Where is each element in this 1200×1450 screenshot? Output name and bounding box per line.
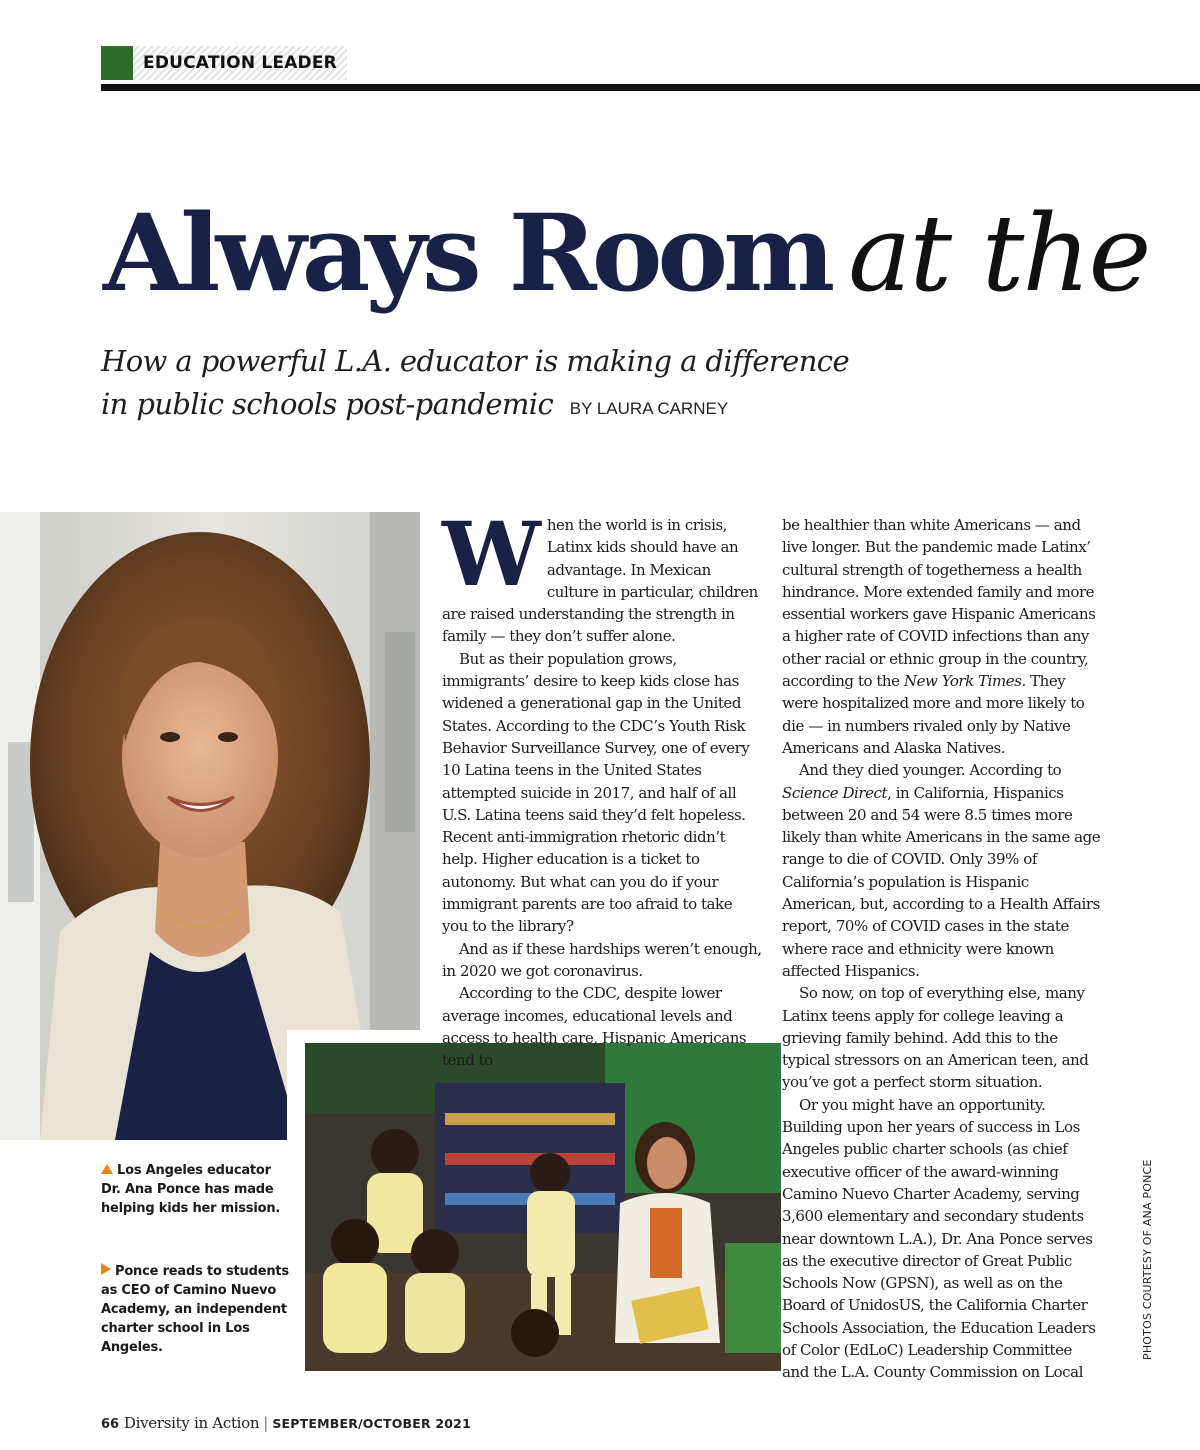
- classroom-caption: [101, 1262, 291, 1357]
- section-color-block: [101, 46, 133, 80]
- paragraph-text: . They were hospitalized more and more likely to die — in numbers rivaled only by Native Americans and Alaska Natives.: [782, 672, 1085, 757]
- article-deck: [101, 340, 861, 430]
- issue-date: SEPTEMBER/OCTOBER 2021: [272, 1416, 471, 1431]
- paragraph-text: And they died younger. According to: [799, 761, 1062, 780]
- title-tail: at the: [848, 192, 1150, 315]
- paragraph: [442, 502, 762, 648]
- article-title: [103, 178, 1149, 329]
- paragraph: [782, 759, 1102, 982]
- page-number: 66: [101, 1417, 120, 1432]
- body-column-1: [442, 502, 762, 1071]
- deck-text: How a powerful L.A. educator is making a difference in public schools post-pandemic: [101, 344, 850, 421]
- triangle-right-icon: [101, 1263, 111, 1275]
- paragraph: So now, on top of everything else, many Latinx teens apply for college leaving a grieving family behind. Add this to the typical stressors on an American teen, and you’ve got a perfect storm situation.: [782, 984, 1089, 1092]
- magazine-name: Diversity in Action: [123, 1414, 260, 1432]
- header-rule: [101, 84, 1200, 91]
- photo-credit-text: PHOTOS COURTESY OF ANA PONCE: [1141, 1159, 1154, 1360]
- paragraph: According to the CDC, despite lower average incomes, educational levels and access to health care, Hispanic Americans tend to: [442, 984, 747, 1070]
- source-name: New York Times: [903, 672, 1022, 691]
- paragraph-text: be healthier than white Americans — and live longer. But the pandemic made Latinx’ cultural strength of togetherness a health hindrance. More extended family and more essential workers gave Hispanic Americans a higher rate of COVID infections than any other racial or ethnic group in the country, according to the: [782, 516, 1096, 691]
- title-main: Always Room: [103, 190, 831, 315]
- paragraph: [782, 514, 1102, 759]
- classroom-caption-text: Ponce reads to students as CEO of Camino Nuevo Academy, an independent charter school in Los Angeles.: [101, 1264, 289, 1355]
- paragraph: But as their population grows, immigrants’ desire to keep kids close has widened a generational gap in the United States. According to the CDC’s Youth Risk Behavior Surveillance Survey, one of every 10 Latina teens in the United States attempted suicide in 2017, and half of all U.S. Latina teens said they’d felt hopeless. Recent anti-immigration rhetoric didn’t help. Higher education is a ticket to autonomy. But what can you do if your immigrant parents are too afraid to take you to the library?: [442, 649, 750, 936]
- paragraph: Or you might have an opportunity. Building upon her years of success in Los Angeles public charter schools (as chief executive officer of the award-winning Camino Nuevo Charter Academy, serving 3,600 elementary and secondary students near downtown L.A.), Dr. Ana Ponce serves as the executive director of Great Public Schools Now (GPSN), as well as on the Board of UnidosUS, the California Charter Schools Association, the Education Leaders of Color (EdLoC) Leadership Committee and the L.A. County Commission on Local: [782, 1095, 1096, 1382]
- byline: BY LAURA CARNEY: [569, 399, 729, 418]
- body-column-2: [782, 514, 1102, 1384]
- paragraph-text: , in California, Hispanics between 20 and 54 were 8.5 times more likely than white Americans in the same age range to die of COVID. Only 39% of California’s population is Hispanic American, but, according to a Health Affairs report, 70% of COVID cases in the state where race and ethnicity were known affected Hispanics.: [782, 783, 1101, 980]
- source-name: Science Direct: [782, 783, 888, 802]
- paragraph-text: hen the world is in crisis, Latinx kids should have an advantage. In Mexican culture in particular, children are raised understanding the strength in family — they don’t suffer alone.: [442, 516, 758, 646]
- portrait-caption: [101, 1161, 281, 1218]
- section-label: EDUCATION LEADER: [133, 46, 347, 80]
- page-footer: [101, 1414, 471, 1432]
- drop-cap: W: [442, 502, 537, 606]
- triangle-up-icon: [101, 1164, 113, 1174]
- section-tag: [101, 46, 347, 80]
- footer-separator: |: [263, 1414, 269, 1432]
- photo-credit: [1131, 1155, 1154, 1360]
- classroom-photo: [287, 1030, 781, 1371]
- paragraph: And as if these hardships weren’t enough, in 2020 we got coronavirus.: [442, 939, 762, 980]
- portrait-caption-text: Los Angeles educator Dr. Ana Ponce has made helping kids her mission.: [101, 1163, 281, 1216]
